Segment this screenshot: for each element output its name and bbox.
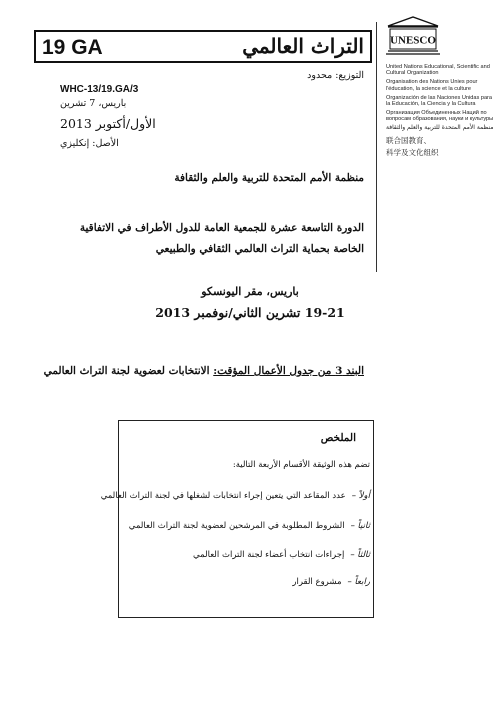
document-reference: WHC-13/19.GA/3 bbox=[60, 84, 139, 95]
unesco-names bbox=[386, 64, 496, 161]
summary-item bbox=[193, 550, 370, 560]
unesco-name-en: United Nations Educational, Scientific and Cultural Organization bbox=[386, 64, 490, 77]
document-date: الأول/أكتوبر 2013 bbox=[60, 116, 156, 131]
divider-line bbox=[376, 22, 377, 272]
summary-item bbox=[129, 521, 370, 531]
svg-text:UNESCO: UNESCO bbox=[390, 34, 436, 47]
session-title-line2: الخاصة بحماية التراث العالمي الثقافي والطبيعي bbox=[155, 243, 364, 255]
summary-item-number: ثالثاً – bbox=[350, 550, 370, 560]
unesco-name-ru: Организация Объединенных Наций по вопросам образования, науки и культуры bbox=[386, 109, 494, 123]
summary-item-text: إجراءات انتخاب أعضاء لجنة التراث العالمي bbox=[193, 550, 345, 560]
session-title-line1: الدورة التاسعة عشرة للجمعية العامة للدول الأطراف في الاتفاقية bbox=[79, 222, 364, 234]
original-language: الأصل: إنكليزي bbox=[60, 138, 119, 149]
document-title: التراث العالمي bbox=[242, 34, 364, 58]
summary-item-text: الشروط المطلوبة في المرشحين لعضوية لجنة التراث العالمي bbox=[128, 521, 345, 531]
unesco-name-zh-1: 联合国教育、 bbox=[386, 135, 431, 145]
agenda-item-text: الانتخابات لعضوية لجنة التراث العالمي bbox=[43, 365, 214, 377]
document-code: 19 GA bbox=[42, 36, 103, 59]
summary-intro: تضم هذه الوثيقة الأقسام الأربعة التالية: bbox=[232, 460, 370, 470]
agenda-item bbox=[44, 365, 364, 377]
summary-item-number: رابعاً – bbox=[347, 577, 370, 587]
summary-title: الملخص bbox=[320, 432, 356, 444]
unesco-name-ar: منظمة الأمم المتحدة للتربية والعلم والثقافة bbox=[386, 124, 494, 132]
summary-item-number: ثانياً – bbox=[350, 521, 370, 531]
meeting-dates: 19-21 تشرين الثاني/نوفمبر 2013 bbox=[155, 305, 345, 320]
organization-name: منظمة الأمم المتحدة للتربية والعلم والثقافة bbox=[174, 172, 364, 184]
unesco-name-zh-2: 科学及文化组织 bbox=[386, 148, 439, 158]
summary-item bbox=[101, 491, 370, 501]
unesco-logo bbox=[384, 16, 442, 60]
summary-item-number: أولاً – bbox=[351, 491, 370, 501]
summary-item bbox=[292, 577, 370, 587]
place-date: باريس، 7 تشرين bbox=[60, 98, 127, 109]
agenda-item-label: البند 3 من جدول الأعمال المؤقت: bbox=[213, 365, 364, 377]
meeting-venue: باريس، مقر اليونسكو bbox=[201, 285, 299, 298]
summary-item-text: مشروع القرار bbox=[292, 577, 342, 587]
summary-box bbox=[118, 420, 374, 618]
unesco-name-fr: Organisation des Nations Unies pour l'éducation, la science et la culture bbox=[386, 79, 478, 92]
unesco-name-es: Organización de las Naciones Unidas para la Educación, la Ciencia y la Cultura bbox=[386, 94, 493, 108]
distribution: التوزيع: محدود bbox=[307, 70, 364, 81]
summary-item-text: عدد المقاعد التي يتعين إجراء انتخابات لشغلها في لجنة التراث العالمي bbox=[100, 491, 346, 501]
